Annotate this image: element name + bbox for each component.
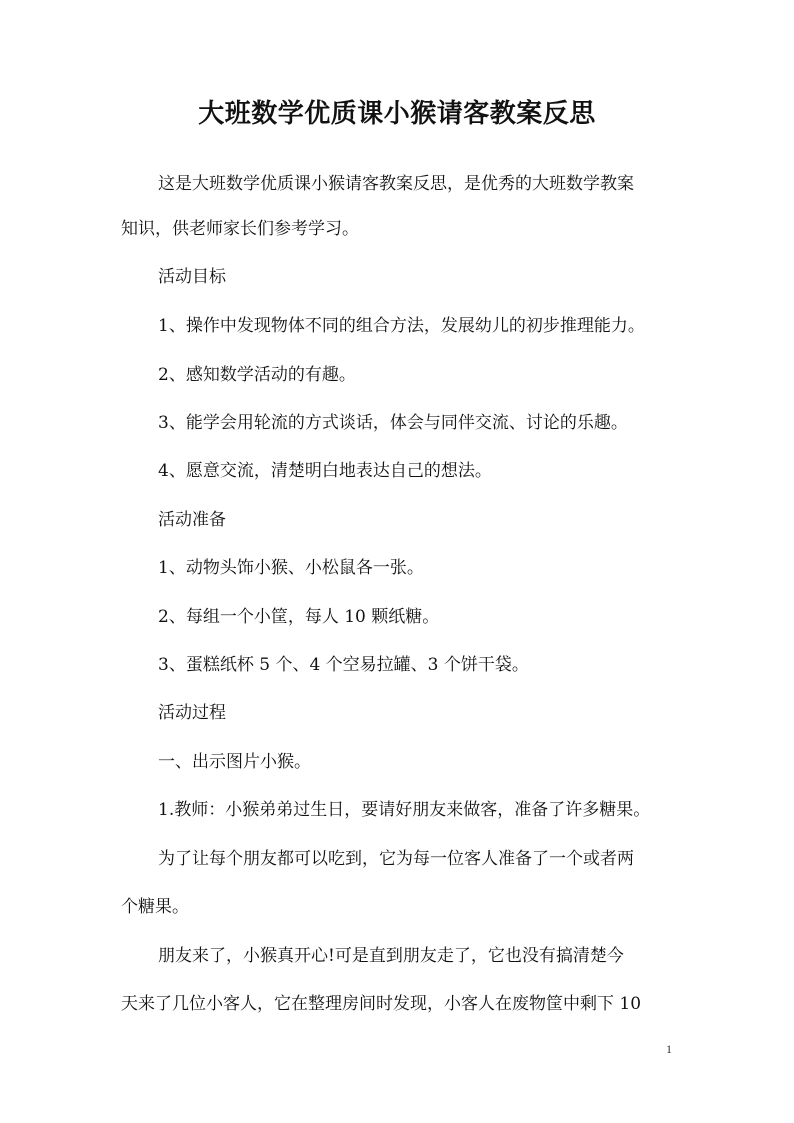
list-item: 3、能学会用轮流的方式谈话，体会与同伴交流、讨论的乐趣。 xyxy=(158,413,628,433)
paragraph-line: 1.教师：小猴弟弟过生日，要请好朋友来做客，准备了许多糖果。 xyxy=(158,800,651,820)
paragraph-line: 朋友来了，小猴真开心!可是直到朋友走了，它也没有搞清楚今 xyxy=(158,946,624,966)
list-item: 1、操作中发现物体不同的组合方法，发展幼儿的初步推理能力。 xyxy=(158,316,645,336)
section-heading: 活动过程 xyxy=(158,703,226,723)
list-item: 2、感知数学活动的有趣。 xyxy=(158,365,356,385)
page-number: 1 xyxy=(666,1042,672,1056)
paragraph-line: 个糖果。 xyxy=(121,897,189,917)
paragraph-line: 知识，供老师家长们参考学习。 xyxy=(121,219,359,239)
paragraph-line: 天来了几位小客人，它在整理房间时发现，小客人在废物筐中剩下 10 xyxy=(121,994,642,1014)
paragraph-line: 这是大班数学优质课小猴请客教案反思，是优秀的大班数学教案 xyxy=(158,174,634,194)
paragraph-line: 一、出示图片小猴。 xyxy=(158,752,311,772)
section-heading: 活动目标 xyxy=(158,267,226,287)
list-item: 2、每组一个小筐，每人 10 颗纸糖。 xyxy=(158,607,440,627)
paragraph-line: 为了让每个朋友都可以吃到，它为每一位客人准备了一个或者两 xyxy=(158,849,634,869)
section-heading: 活动准备 xyxy=(158,510,226,530)
list-item: 3、蛋糕纸杯 5 个、4 个空易拉罐、3 个饼干袋。 xyxy=(158,655,529,675)
list-item: 4、愿意交流，清楚明白地表达自己的想法。 xyxy=(158,461,492,481)
document-title: 大班数学优质课小猴请客教案反思 xyxy=(198,99,596,129)
list-item: 1、动物头饰小猴、小松鼠各一张。 xyxy=(158,558,424,578)
